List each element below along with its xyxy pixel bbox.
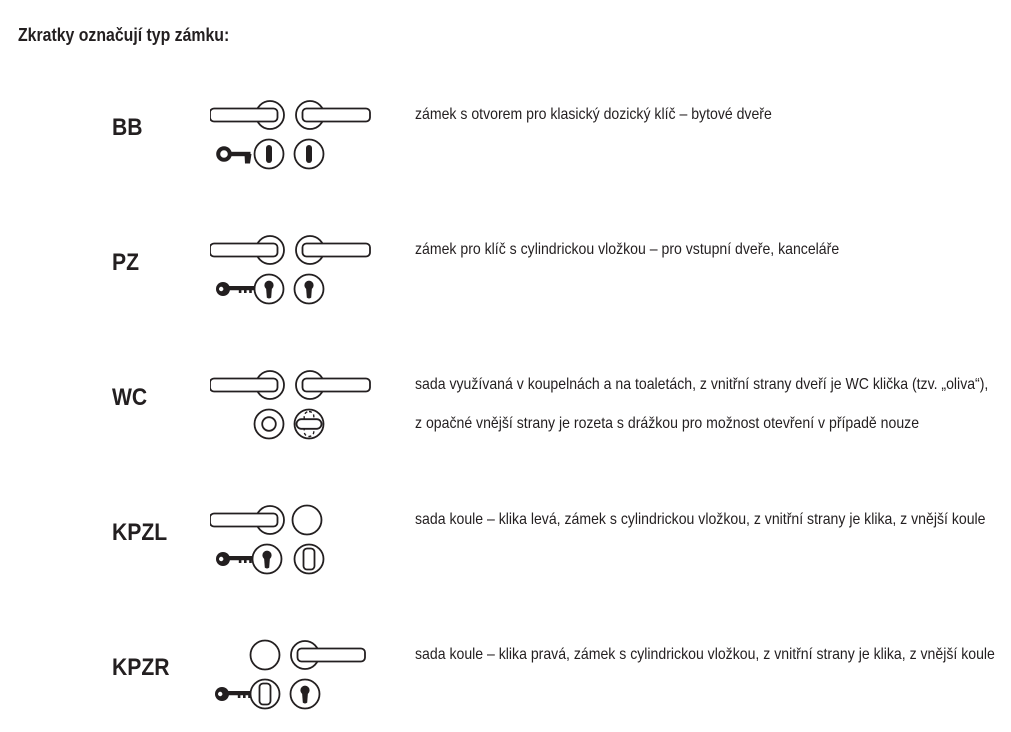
pz-keyhole-rosette-icon — [253, 545, 282, 574]
legend-rows — [0, 98, 1011, 718]
legend-row-bb — [0, 98, 1011, 178]
lock-description: zámek s otvorem pro klasický dozický klíč – bytové dveře — [415, 105, 772, 123]
classic-key-icon — [218, 148, 251, 163]
lock-hardware-illustration — [210, 638, 395, 718]
lever-handle-right-icon — [296, 236, 370, 264]
bb-keyhole-rosette-icon — [255, 140, 284, 169]
door-knob-ball-icon — [293, 506, 322, 535]
lever-handle-left-icon — [210, 236, 284, 264]
lock-description: sada koule – klika pravá, zámek s cylindrickou vložkou, z vnitřní strany je klika, z vnější koule — [415, 645, 995, 663]
pz-keyhole-rosette-icon — [255, 275, 284, 304]
lever-handle-left-icon — [210, 371, 284, 399]
lock-code-label: KPZL — [112, 519, 168, 546]
pz-keyhole-rosette-icon — [291, 680, 320, 709]
lever-handle-left-icon — [210, 101, 284, 129]
lock-hardware-illustration — [210, 98, 395, 178]
lever-handle-left-icon — [210, 506, 284, 534]
bb-keyhole-rosette-icon — [295, 140, 324, 169]
wc-oliva-turn-rosette-icon — [295, 410, 324, 439]
lock-hardware-illustration — [210, 368, 395, 448]
lock-code-label: BB — [112, 114, 143, 141]
cylinder-key-icon — [215, 687, 254, 701]
lock-description: sada využívaná v koupelnách a na toaletách, z vnitřní strany dveří je WC klička (tzv. „oliva“), z opačné vnější strany je rozeta s drážkou pro možnost otevření v případě nouze — [415, 375, 989, 432]
lock-description: zámek pro klíč s cylindrickou vložkou – pro vstupní dveře, kanceláře — [415, 240, 840, 258]
lock-code-label: PZ — [112, 249, 139, 276]
lock-hardware-illustration — [210, 233, 395, 313]
lock-description: sada koule – klika levá, zámek s cylindrickou vložkou, z vnitřní strany je klika, z vnější koule — [415, 510, 986, 528]
door-knob-ball-icon — [251, 641, 280, 670]
legend-row-wc — [0, 368, 1011, 448]
page-title: Zkratky označují typ zámku: — [18, 25, 230, 45]
legend-row-kpzl — [0, 503, 1011, 583]
legend-row-pz — [0, 233, 1011, 313]
lever-handle-right-icon — [291, 641, 365, 669]
cylinder-key-icon — [216, 282, 255, 296]
cylinder-key-icon — [216, 552, 255, 566]
lock-code-label: WC — [112, 384, 148, 411]
lock-hardware-illustration — [210, 503, 395, 583]
lock-code-label: KPZR — [112, 654, 170, 681]
blind-rosette-icon — [295, 545, 324, 574]
groove-rosette-icon — [255, 410, 284, 439]
lever-handle-right-icon — [296, 371, 370, 399]
blind-rosette-icon — [251, 680, 280, 709]
lever-handle-right-icon — [296, 101, 370, 129]
legend-row-kpzr — [0, 638, 1011, 718]
pz-keyhole-rosette-icon — [295, 275, 324, 304]
